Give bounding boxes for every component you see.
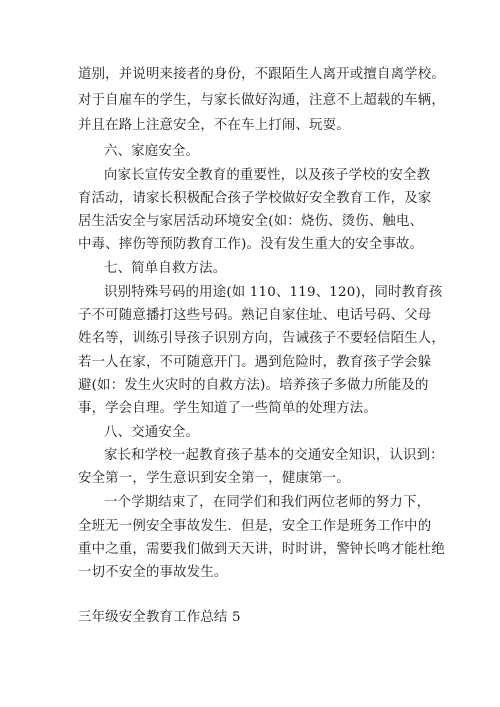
paragraph-line-18: 安全第一，学生意识到安全第一，健康第一。 <box>78 471 350 486</box>
paragraph-line-7: 居生活安全与家居活动环境安全(如：烧伤、烫伤、触电、 <box>78 214 424 229</box>
paragraph-line-21: 重中之重，需要我们做到天天讲，时时讲，警钟长鸣才能杜绝 <box>78 542 445 557</box>
paragraph-line-15: 事，学会自理。学生知道了一些简单的处理方法。 <box>78 401 377 416</box>
paragraph-line-11: 子不可随意播打这些号码。熟记自家住址、电话号码、父母 <box>78 308 432 323</box>
paragraph-line-6: 育活动，请家长积极配合孩子学校做好安全教育工作，及家 <box>78 191 432 206</box>
paragraph-line-13: 若一人在家，不可随意开门。遇到危险时，教育孩子学会躲 <box>78 355 432 370</box>
paragraph-line-10: 识别特殊号码的用途(如 110、119、120)，同时教育孩 <box>104 285 443 300</box>
section-title: 三年级安全教育工作总结 5 <box>78 610 241 625</box>
paragraph-line-19: 一个学期结束了，在同学们和我们两位老师的努力下， <box>104 495 431 510</box>
paragraph-line-20: 全班无一例安全事故发生．但是，安全工作是班务工作中的 <box>78 519 432 534</box>
paragraph-line-1: 道别，并说明来接者的身份，不跟陌生人离开或擅自离学校。 <box>78 67 445 82</box>
paragraph-line-5: 向家长宣传安全教育的重要性，以及孩子学校的安全教 <box>104 168 431 183</box>
paragraph-line-17: 家长和学校一起教育孩子基本的交通安全知识，认识到： <box>104 448 444 463</box>
paragraph-line-14: 避(如：发生火灾时的自救方法)。培养孩子多做力所能及的 <box>78 378 429 393</box>
paragraph-line-2: 对于自雇车的学生，与家长做好沟通，注意不上超载的车辆， <box>78 93 445 108</box>
paragraph-line-3: 并且在路上注意安全，不在车上打闹、玩耍。 <box>78 118 350 133</box>
section-heading-home-safety: 六、家庭安全。 <box>104 144 200 159</box>
paragraph-line-12: 姓名等，训练引导孩子识别方向，告诫孩子不要轻信陌生人， <box>78 331 445 346</box>
paragraph-line-8: 中毒、摔伤等预防教育工作)。没有发生重大的安全事故。 <box>78 237 424 252</box>
section-heading-traffic-safety: 八、交通安全。 <box>104 425 200 440</box>
paragraph-line-22: 一切不安全的事故发生。 <box>78 565 228 580</box>
section-heading-self-rescue: 七、简单自救方法。 <box>104 261 227 276</box>
